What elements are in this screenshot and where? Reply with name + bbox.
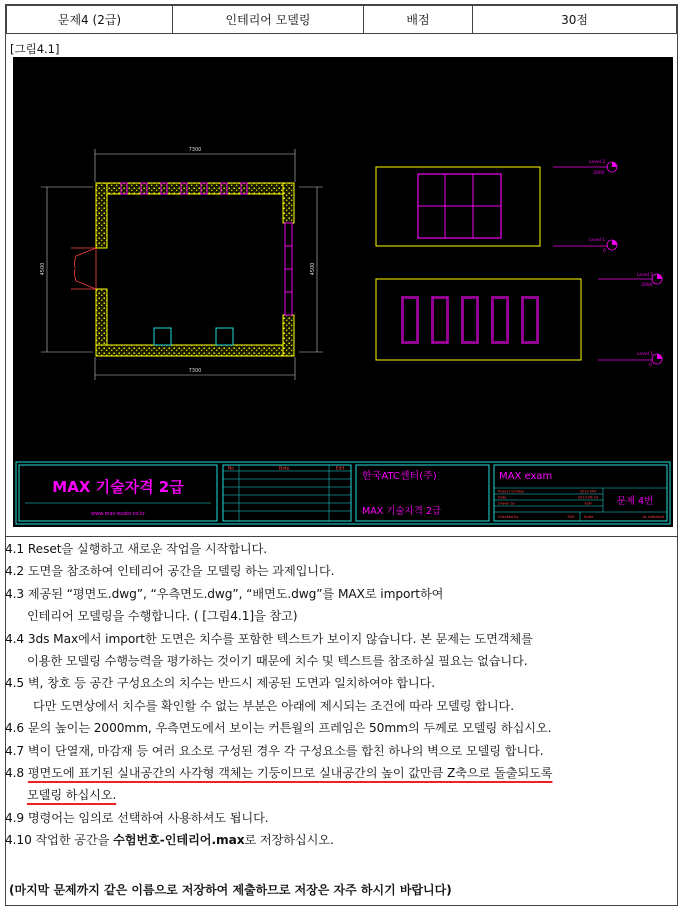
title-block: [16, 462, 670, 524]
tb-row3-value: ESH: [584, 501, 592, 506]
elev2-level1-label: Level 1: [637, 352, 654, 357]
score-label-cell: 배점: [364, 6, 473, 34]
header-table: [6, 5, 677, 34]
tb-row2-value: 2013-06-10: [577, 495, 599, 500]
title-block-center-title: MAX 기술자격 2급: [362, 506, 442, 517]
instruction-4-10-filename: 수험번호-인테리어.max: [113, 833, 245, 848]
instruction-4-10-suffix: 로 저장하십시오.: [244, 833, 334, 848]
dim-bottom-label: 7300: [188, 368, 202, 374]
instruction-4-5a: 4.5 벽, 창호 등 공간 구성요소의 치수는 반드시 제공된 도면과 일치하여야 합니다.: [5, 676, 436, 691]
elev2-level1-value: 0: [649, 363, 652, 368]
final-note: (마지막 문제까지 같은 이름으로 저장하여 제출하므로 저장은 자주 하시기 바랍니다): [9, 883, 452, 897]
elev1-level1-label: Level 1: [589, 238, 606, 243]
title-block-center: 한국ATC센터(주): [362, 471, 437, 482]
instruction-4-7: 4.7 벽이 단열재, 마감재 등 여러 요소로 구성된 경우 각 구성요소를 합친 하나의 벽으로 모델링 합니다.: [5, 743, 544, 758]
rev-col-no: No: [227, 466, 235, 472]
instruction-4-9: 4.9 명령어는 임의로 선택하여 사용하셔도 됩니다.: [5, 810, 269, 825]
elev2-level2-label: Level 2: [637, 273, 654, 278]
tb-row4-value: SSH: [567, 515, 575, 519]
floor-plan: [40, 147, 323, 380]
title-block-exam: MAX exam: [499, 471, 553, 482]
instruction-4-10: [5, 829, 667, 851]
instruction-4-8a: [5, 762, 667, 784]
elev1-level1-value: 0: [603, 249, 606, 254]
subject-cell: 인테리어 모델링: [173, 6, 364, 34]
cad-drawing: [13, 57, 673, 527]
instruction-4-1: 4.1 Reset을 실행하고 새로운 작업을 시작합니다.: [5, 542, 268, 556]
score-cell: 30점: [473, 6, 677, 34]
instruction-4-8b: [5, 784, 667, 806]
rev-col-date: Date: [278, 466, 290, 472]
dim-right-label: 4500: [310, 262, 316, 276]
tb-scale-label: Scale: [584, 515, 594, 519]
elev1-level2-value: 3000: [593, 171, 605, 176]
tb-row2-label: Date: [498, 495, 507, 500]
instruction-4-8-text: 평면도에 표기된 실내공간의 사각형 객체는 기둥이므로 실내공간의 높이 값만큼 Z축으로 돌출되도록: [27, 766, 553, 781]
title-block-main-title: MAX 기술자격 2급: [52, 478, 184, 496]
elev2-level2-value: 3000: [641, 283, 653, 288]
dim-top-label: 7300: [188, 147, 202, 153]
instruction-4-4b: 이용한 모델링 수행능력을 평가하는 것이기 때문에 치수 및 텍스트를 참조하실 필요는 없습니다.: [27, 654, 528, 669]
instruction-4-6: 4.6 문의 높이는 2000mm, 우측면도에서 보이는 커튼월의 프레임은 50mm의 두께로 모델링 하십시오.: [5, 721, 552, 736]
dim-left-label: 4500: [40, 262, 46, 276]
rear-elevation: [376, 272, 662, 368]
elev1-level2-label: Level 2: [589, 160, 606, 165]
instruction-4-4a: 4.4 3ds Max에서 import한 도면은 치수를 포함한 텍스트가 보이지 않습니다. 본 문제는 도면객체를: [5, 631, 533, 646]
tb-row1-value: 2013-004: [579, 489, 597, 494]
title-block-website: www.max-exato.co.kr: [91, 511, 145, 517]
right-elevation: [376, 159, 617, 254]
instruction-4-3b: 인테리어 모델링을 수행합니다. ( [그림4.1]을 참고): [27, 609, 298, 624]
tb-row1-label: Project number: [498, 489, 525, 494]
instruction-4-10-prefix: 4.10 작업한 공간을: [5, 833, 114, 848]
instruction-4-2: 4.2 도면을 참조하여 인테리어 공간을 모델링 하는 과제입니다.: [5, 564, 335, 579]
instructions: [5, 538, 667, 852]
cad-drawing-svg: [13, 57, 673, 527]
tb-row4-label: Checked by: [498, 515, 519, 519]
rev-col-edit: Edit: [335, 466, 345, 472]
instruction-4-8b-text: 모델링 하십시오.: [27, 788, 117, 803]
divider: [6, 536, 677, 537]
title-block-problem-no: 문제 4번: [616, 496, 654, 507]
tb-row3-label: Drawn by: [498, 501, 515, 506]
instruction-4-3a: 4.3 제공된 “평면도.dwg”, “우측면도.dwg”, “배면도.dwg”를 MAX로 import하여: [5, 586, 444, 601]
instruction-4-5b: 다만 도면상에서 치수를 확인할 수 없는 부분은 아래에 제시되는 조건에 따라 모델링 합니다.: [33, 698, 514, 713]
figure-label: [그림4.1]: [10, 42, 60, 56]
tb-scale-value: As indicated: [642, 515, 664, 519]
problem-cell: 문제4 (2급): [7, 6, 173, 34]
instruction-4-8-number: 4.8: [5, 766, 25, 781]
